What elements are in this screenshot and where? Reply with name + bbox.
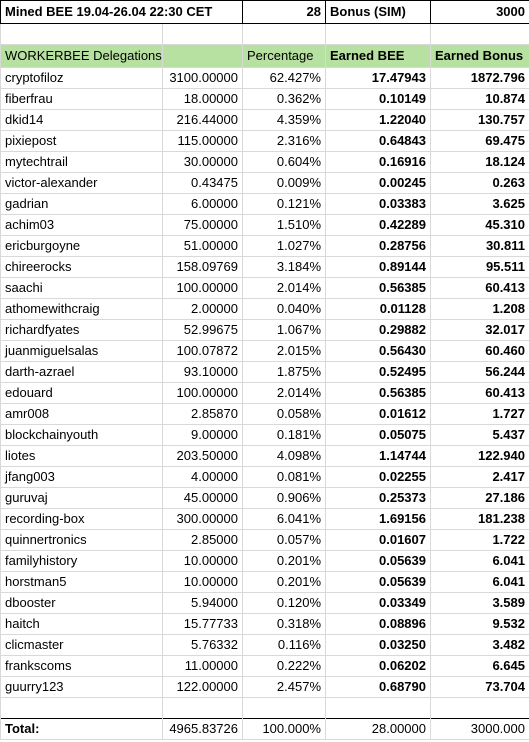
cell-earned-bonus[interactable]: 3.482: [431, 635, 529, 656]
cell-percentage[interactable]: 6.041%: [243, 509, 326, 530]
cell-earned-bee[interactable]: 0.25373: [326, 488, 431, 509]
empty-cell[interactable]: [431, 24, 529, 45]
mined-value[interactable]: 28: [243, 1, 326, 24]
cell-percentage[interactable]: 0.604%: [243, 152, 326, 173]
empty-cell[interactable]: [431, 698, 529, 719]
cell-percentage[interactable]: 0.040%: [243, 299, 326, 320]
cell-percentage[interactable]: 4.359%: [243, 110, 326, 131]
cell-earned-bee[interactable]: 17.47943: [326, 68, 431, 89]
table-row: [1, 362, 529, 383]
cell-name[interactable]: clicmaster: [1, 635, 163, 656]
cell-name[interactable]: guurry123: [1, 677, 163, 698]
empty-row: [1, 24, 529, 45]
cell-earned-bee[interactable]: 0.05639: [326, 572, 431, 593]
cell-amount[interactable]: 75.00000: [163, 215, 243, 236]
cell-name[interactable]: mytechtrail: [1, 152, 163, 173]
empty-cell[interactable]: [326, 24, 431, 45]
cell-earned-bee[interactable]: 0.29882: [326, 320, 431, 341]
cell-percentage[interactable]: 0.057%: [243, 530, 326, 551]
cell-percentage[interactable]: 0.181%: [243, 425, 326, 446]
total-amount[interactable]: 4965.83726: [163, 719, 243, 740]
cell-amount[interactable]: 93.10000: [163, 362, 243, 383]
total-earned-bee[interactable]: 28.00000: [326, 719, 431, 740]
cell-amount[interactable]: 300.00000: [163, 509, 243, 530]
table-row: [1, 215, 529, 236]
cell-percentage[interactable]: 3.184%: [243, 257, 326, 278]
cell-percentage[interactable]: 2.316%: [243, 131, 326, 152]
cell-name[interactable]: victor-alexander: [1, 173, 163, 194]
cell-percentage[interactable]: 1.027%: [243, 236, 326, 257]
empty-cell[interactable]: [1, 698, 163, 719]
table-row: [1, 446, 529, 467]
cell-percentage[interactable]: 0.058%: [243, 404, 326, 425]
cell-amount[interactable]: 216.44000: [163, 110, 243, 131]
cell-name[interactable]: cryptofiloz: [1, 68, 163, 89]
cell-earned-bee[interactable]: 0.05639: [326, 551, 431, 572]
cell-amount[interactable]: 45.00000: [163, 488, 243, 509]
total-earned-bonus[interactable]: 3000.000: [431, 719, 529, 740]
cell-name[interactable]: frankscoms: [1, 656, 163, 677]
cell-earned-bonus[interactable]: 1.722: [431, 530, 529, 551]
cell-percentage[interactable]: 4.098%: [243, 446, 326, 467]
header-earned-bonus[interactable]: Earned Bonus: [431, 45, 529, 68]
cell-amount[interactable]: 10.00000: [163, 551, 243, 572]
table-row: [1, 530, 529, 551]
table-row: [1, 677, 529, 698]
cell-percentage[interactable]: 2.015%: [243, 341, 326, 362]
cell-earned-bonus[interactable]: 6.645: [431, 656, 529, 677]
table-row: [1, 383, 529, 404]
cell-percentage[interactable]: 0.318%: [243, 614, 326, 635]
table-row: [1, 509, 529, 530]
cell-amount[interactable]: 0.43475: [163, 173, 243, 194]
cell-earned-bee[interactable]: 1.14744: [326, 446, 431, 467]
cell-amount[interactable]: 5.94000: [163, 593, 243, 614]
cell-earned-bee[interactable]: 0.02255: [326, 467, 431, 488]
empty-cell[interactable]: [163, 698, 243, 719]
cell-earned-bonus[interactable]: 56.244: [431, 362, 529, 383]
table-row: [1, 194, 529, 215]
cell-amount[interactable]: 2.85870: [163, 404, 243, 425]
table-row: [1, 467, 529, 488]
cell-earned-bonus[interactable]: 181.238: [431, 509, 529, 530]
cell-earned-bonus[interactable]: 60.460: [431, 341, 529, 362]
table-row: [1, 236, 529, 257]
table-row: [1, 320, 529, 341]
cell-amount[interactable]: 10.00000: [163, 572, 243, 593]
cell-percentage[interactable]: 0.201%: [243, 551, 326, 572]
cell-earned-bonus[interactable]: 2.417: [431, 467, 529, 488]
cell-earned-bee[interactable]: 0.68790: [326, 677, 431, 698]
table-row: [1, 572, 529, 593]
cell-amount[interactable]: 2.85000: [163, 530, 243, 551]
empty-cell[interactable]: [1, 24, 163, 45]
cell-percentage[interactable]: 1.067%: [243, 320, 326, 341]
cell-amount[interactable]: 18.00000: [163, 89, 243, 110]
table-row: [1, 152, 529, 173]
cell-earned-bonus[interactable]: 122.940: [431, 446, 529, 467]
cell-earned-bonus[interactable]: 18.124: [431, 152, 529, 173]
cell-percentage[interactable]: 0.201%: [243, 572, 326, 593]
empty-cell[interactable]: [243, 24, 326, 45]
header-earned-bee[interactable]: Earned BEE: [326, 45, 431, 68]
cell-name[interactable]: athomewithcraig: [1, 299, 163, 320]
cell-earned-bonus[interactable]: 9.532: [431, 614, 529, 635]
cell-amount[interactable]: 15.77733: [163, 614, 243, 635]
cell-name[interactable]: liotes: [1, 446, 163, 467]
cell-earned-bee[interactable]: 0.56430: [326, 341, 431, 362]
cell-earned-bee[interactable]: 0.28756: [326, 236, 431, 257]
table-row: [1, 173, 529, 194]
table-row: [1, 635, 529, 656]
total-percentage[interactable]: 100.000%: [243, 719, 326, 740]
cell-amount[interactable]: 51.00000: [163, 236, 243, 257]
cell-name[interactable]: darth-azrael: [1, 362, 163, 383]
cell-earned-bonus[interactable]: 5.437: [431, 425, 529, 446]
summary-label[interactable]: Mined BEE 19.04-26.04 22:30 CET: [1, 1, 243, 24]
cell-earned-bee[interactable]: 0.01612: [326, 404, 431, 425]
cell-earned-bonus[interactable]: 30.811: [431, 236, 529, 257]
cell-earned-bonus[interactable]: 0.263: [431, 173, 529, 194]
bonus-label[interactable]: Bonus (SIM): [326, 1, 431, 24]
cell-earned-bonus[interactable]: 95.511: [431, 257, 529, 278]
summary-row: [1, 1, 529, 24]
cell-earned-bee[interactable]: 0.03349: [326, 593, 431, 614]
cell-amount[interactable]: 5.76332: [163, 635, 243, 656]
cell-name[interactable]: edouard: [1, 383, 163, 404]
cell-amount[interactable]: 11.00000: [163, 656, 243, 677]
cell-earned-bee[interactable]: 1.22040: [326, 110, 431, 131]
total-row: [1, 719, 529, 740]
cell-percentage[interactable]: 2.014%: [243, 383, 326, 404]
cell-name[interactable]: juanmiguelsalas: [1, 341, 163, 362]
cell-amount[interactable]: 9.00000: [163, 425, 243, 446]
table-row: [1, 257, 529, 278]
table-row: [1, 110, 529, 131]
cell-name[interactable]: guruvaj: [1, 488, 163, 509]
bonus-value[interactable]: 3000: [431, 1, 529, 24]
empty-row: [1, 698, 529, 719]
cell-name[interactable]: haitch: [1, 614, 163, 635]
total-label[interactable]: Total:: [1, 719, 163, 740]
table-row: [1, 614, 529, 635]
cell-earned-bonus[interactable]: 1872.796: [431, 68, 529, 89]
cell-percentage[interactable]: 0.116%: [243, 635, 326, 656]
table-row: [1, 425, 529, 446]
table-row: [1, 299, 529, 320]
cell-earned-bonus[interactable]: 10.874: [431, 89, 529, 110]
cell-earned-bee[interactable]: 0.00245: [326, 173, 431, 194]
cell-name[interactable]: amr008: [1, 404, 163, 425]
cell-amount[interactable]: 122.00000: [163, 677, 243, 698]
cell-percentage[interactable]: 0.906%: [243, 488, 326, 509]
cell-name[interactable]: familyhistory: [1, 551, 163, 572]
cell-earned-bee[interactable]: 0.16916: [326, 152, 431, 173]
cell-percentage[interactable]: 0.120%: [243, 593, 326, 614]
cell-amount[interactable]: 115.00000: [163, 131, 243, 152]
cell-earned-bonus[interactable]: 60.413: [431, 278, 529, 299]
cell-earned-bee[interactable]: 0.08896: [326, 614, 431, 635]
cell-earned-bee[interactable]: 0.03383: [326, 194, 431, 215]
cell-earned-bee[interactable]: 0.10149: [326, 89, 431, 110]
cell-earned-bonus[interactable]: 6.041: [431, 551, 529, 572]
table-row: [1, 68, 529, 89]
cell-earned-bonus[interactable]: 73.704: [431, 677, 529, 698]
cell-percentage[interactable]: 0.222%: [243, 656, 326, 677]
cell-earned-bee[interactable]: 0.01128: [326, 299, 431, 320]
cell-name[interactable]: ericburgoyne: [1, 236, 163, 257]
cell-earned-bonus[interactable]: 6.041: [431, 572, 529, 593]
cell-earned-bee[interactable]: 0.56385: [326, 383, 431, 404]
header-row: [1, 45, 529, 68]
cell-amount[interactable]: 100.00000: [163, 383, 243, 404]
cell-earned-bee[interactable]: 0.56385: [326, 278, 431, 299]
table-row: [1, 89, 529, 110]
header-amount[interactable]: [163, 45, 243, 68]
cell-earned-bee[interactable]: 0.06202: [326, 656, 431, 677]
cell-name[interactable]: dkid14: [1, 110, 163, 131]
cell-percentage[interactable]: 62.427%: [243, 68, 326, 89]
table-row: [1, 404, 529, 425]
cell-earned-bonus[interactable]: 69.475: [431, 131, 529, 152]
cell-name[interactable]: chireerocks: [1, 257, 163, 278]
cell-amount[interactable]: 52.99675: [163, 320, 243, 341]
cell-percentage[interactable]: 0.081%: [243, 467, 326, 488]
cell-percentage[interactable]: 0.362%: [243, 89, 326, 110]
cell-name[interactable]: dbooster: [1, 593, 163, 614]
cell-earned-bee[interactable]: 0.03250: [326, 635, 431, 656]
cell-name[interactable]: fiberfrau: [1, 89, 163, 110]
cell-percentage[interactable]: 0.121%: [243, 194, 326, 215]
cell-earned-bonus[interactable]: 1.208: [431, 299, 529, 320]
cell-amount[interactable]: 30.00000: [163, 152, 243, 173]
cell-earned-bonus[interactable]: 60.413: [431, 383, 529, 404]
data-rows: [1, 68, 529, 698]
cell-name[interactable]: saachi: [1, 278, 163, 299]
cell-earned-bonus[interactable]: 3.625: [431, 194, 529, 215]
cell-earned-bee[interactable]: 0.52495: [326, 362, 431, 383]
cell-earned-bee[interactable]: 0.42289: [326, 215, 431, 236]
cell-percentage[interactable]: 2.457%: [243, 677, 326, 698]
empty-cell[interactable]: [243, 698, 326, 719]
table-row: [1, 551, 529, 572]
cell-amount[interactable]: 4.00000: [163, 467, 243, 488]
cell-amount[interactable]: 203.50000: [163, 446, 243, 467]
cell-amount[interactable]: 158.09769: [163, 257, 243, 278]
cell-earned-bonus[interactable]: 1.727: [431, 404, 529, 425]
cell-name[interactable]: richardfyates: [1, 320, 163, 341]
cell-name[interactable]: horstman5: [1, 572, 163, 593]
empty-cell[interactable]: [326, 698, 431, 719]
table-row: [1, 341, 529, 362]
cell-earned-bonus[interactable]: 27.186: [431, 488, 529, 509]
cell-amount[interactable]: 2.00000: [163, 299, 243, 320]
cell-percentage[interactable]: 0.009%: [243, 173, 326, 194]
cell-earned-bee[interactable]: 0.05075: [326, 425, 431, 446]
cell-earned-bee[interactable]: 0.01607: [326, 530, 431, 551]
cell-earned-bonus[interactable]: 3.589: [431, 593, 529, 614]
cell-percentage[interactable]: 1.875%: [243, 362, 326, 383]
cell-name[interactable]: blockchainyouth: [1, 425, 163, 446]
cell-amount[interactable]: 3100.00000: [163, 68, 243, 89]
table-row: [1, 656, 529, 677]
cell-earned-bonus[interactable]: 45.310: [431, 215, 529, 236]
cell-amount[interactable]: 6.00000: [163, 194, 243, 215]
header-name[interactable]: WORKERBEE Delegations: [1, 45, 163, 68]
cell-percentage[interactable]: 2.014%: [243, 278, 326, 299]
empty-cell[interactable]: [163, 24, 243, 45]
cell-name[interactable]: jfang003: [1, 467, 163, 488]
table-row: [1, 131, 529, 152]
cell-earned-bee[interactable]: 0.64843: [326, 131, 431, 152]
cell-name[interactable]: recording-box: [1, 509, 163, 530]
cell-amount[interactable]: 100.00000: [163, 278, 243, 299]
header-percentage[interactable]: Percentage: [243, 45, 326, 68]
cell-earned-bonus[interactable]: 32.017: [431, 320, 529, 341]
table-row: [1, 278, 529, 299]
cell-earned-bonus[interactable]: 130.757: [431, 110, 529, 131]
cell-percentage[interactable]: 1.510%: [243, 215, 326, 236]
cell-name[interactable]: quinnertronics: [1, 530, 163, 551]
cell-earned-bee[interactable]: 0.89144: [326, 257, 431, 278]
cell-name[interactable]: gadrian: [1, 194, 163, 215]
table-row: [1, 593, 529, 614]
cell-name[interactable]: achim03: [1, 215, 163, 236]
cell-amount[interactable]: 100.07872: [163, 341, 243, 362]
cell-earned-bee[interactable]: 1.69156: [326, 509, 431, 530]
cell-name[interactable]: pixiepost: [1, 131, 163, 152]
table-row: [1, 488, 529, 509]
